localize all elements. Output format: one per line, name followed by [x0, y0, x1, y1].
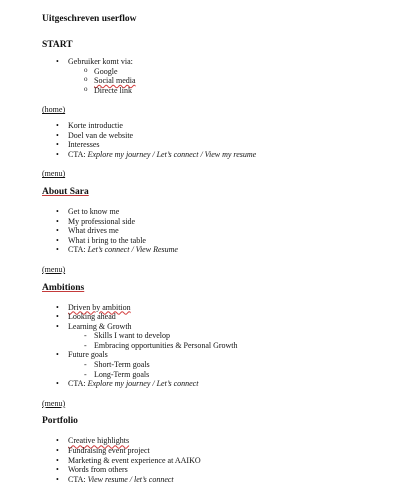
home-list: [42, 121, 400, 159]
learning-sub-list: [68, 331, 400, 350]
list-item: [68, 86, 400, 96]
cta-text: Explore my journey / Let’s connect / View my resume: [87, 149, 257, 159]
list-item-label: Social media: [94, 76, 136, 86]
list-item: [42, 245, 400, 255]
list-item-label: What i bring to the table: [68, 235, 146, 245]
cta-prefix: CTA:: [68, 149, 88, 159]
cta-prefix: CTA:: [68, 474, 88, 484]
start-sub-list: [68, 67, 400, 96]
list-item-label: My professional side: [68, 216, 136, 226]
list-item-label: What drives me: [68, 226, 119, 236]
list-item: [42, 475, 400, 485]
cta-prefix: CTA:: [68, 245, 88, 255]
list-item-label: Creative highlights: [68, 436, 130, 446]
list-item: [42, 217, 400, 227]
portfolio-heading: Portfolio: [42, 416, 78, 427]
about-list: [42, 207, 400, 255]
start-heading: START: [42, 40, 73, 50]
list-item: [42, 57, 400, 95]
list-item: [42, 150, 400, 160]
list-item-label: Korte introductie: [68, 120, 123, 130]
list-item-label: Embracing opportunities & Personal Growth: [94, 340, 238, 350]
ambitions-heading: [42, 283, 400, 294]
cta-text: Let’s connect / View Resume: [87, 245, 178, 255]
portfolio-list: [42, 436, 400, 484]
list-item: [42, 226, 400, 236]
list-item: [42, 140, 400, 150]
list-item: [42, 465, 400, 475]
list-item: [42, 436, 400, 446]
list-item-label: Doel van de website: [68, 130, 134, 140]
ambitions-heading-text: Ambitions: [42, 282, 85, 293]
list-item-label: Short-Term goals: [94, 360, 150, 370]
future-sub-list: [68, 360, 400, 379]
list-item: [68, 331, 400, 341]
list-item: [42, 322, 400, 351]
list-item: [68, 370, 400, 380]
menu-label: [42, 265, 400, 275]
menu-label: [42, 169, 400, 179]
list-item: [42, 303, 400, 313]
list-item-label: Directe link: [94, 85, 132, 95]
home-label-text: (home): [42, 105, 66, 115]
cta-text: View resume / let’s connect: [87, 474, 174, 484]
about-heading: [42, 187, 400, 198]
home-label: [42, 105, 400, 115]
list-item: [68, 341, 400, 351]
list-item: [42, 446, 400, 456]
about-heading-text: About Sara: [42, 186, 89, 197]
list-item: [42, 350, 400, 379]
list-item-label: Skills I want to develop: [94, 331, 170, 341]
start-list: [42, 57, 400, 95]
list-item: [68, 67, 400, 77]
list-item-label: Looking ahead: [68, 312, 116, 322]
list-item-label: Google: [94, 66, 118, 76]
list-item: [42, 121, 400, 131]
menu-label-text: (menu): [42, 264, 66, 274]
list-item-label: Fundraising event project: [68, 446, 150, 456]
list-item-label: Learning & Growth: [68, 321, 132, 331]
ambitions-list: [42, 303, 400, 389]
menu-label-text: (menu): [42, 169, 66, 179]
cta-text: Explore my journey / Let’s connect: [87, 379, 199, 389]
list-item-label: Driven by ambition: [68, 302, 131, 312]
list-item: [42, 379, 400, 389]
list-item: [42, 207, 400, 217]
cta-prefix: CTA:: [68, 379, 88, 389]
start-item-label: Gebruiker komt via:: [68, 57, 133, 66]
list-item: [42, 312, 400, 322]
document-title: Uitgeschreven userflow: [42, 14, 137, 24]
list-item: [42, 131, 400, 141]
list-item-label: Get to know me: [68, 206, 120, 216]
menu-label: [42, 399, 400, 409]
list-item-label: Future goals: [68, 350, 108, 360]
list-item: [42, 456, 400, 466]
list-item: [68, 360, 400, 370]
list-item: [42, 236, 400, 246]
list-item-label: Marketing & event experience at AAIKO: [68, 455, 201, 465]
list-item-label: Long-Term goals: [94, 369, 150, 379]
menu-label-text: (menu): [42, 398, 66, 408]
list-item-label: Words from others: [68, 465, 128, 475]
list-item-label: Interesses: [68, 140, 100, 150]
list-item: [68, 76, 400, 86]
